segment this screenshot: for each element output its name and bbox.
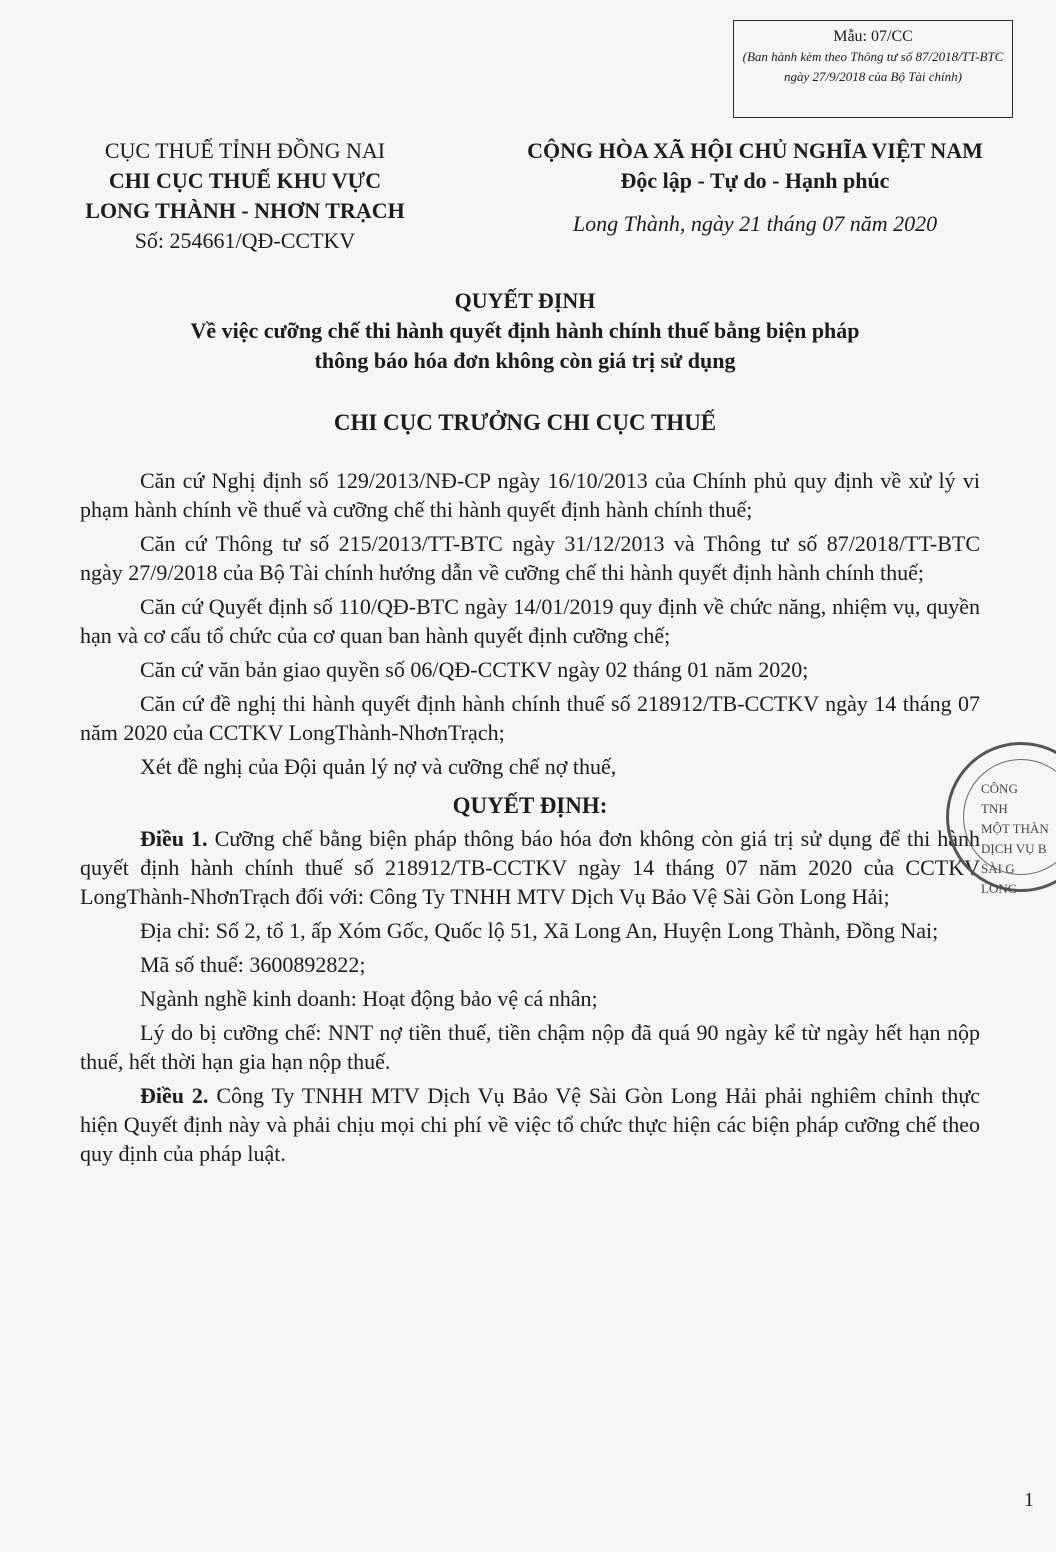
article-1-text: Cưỡng chế bằng biện pháp thông báo hóa đơn không còn giá trị sử dụng để thi hành quyết định hành chính thuế số 218912/TB-CCTKV ngày 14 tháng 07 năm 2020 của CCTKV LongThành-NhơnTrạch đối với: Công Ty TNHH MTV Dịch Vụ Bảo Vệ Sài Gòn Long Hải; bbox=[80, 826, 981, 909]
agency-area: LONG THÀNH - NHƠN TRẠCH bbox=[85, 198, 405, 223]
issuing-agency bbox=[40, 136, 450, 256]
basis-2: Căn cứ Thông tư số 215/2013/TT-BTC ngày 31/12/2013 và Thông tư số 87/2018/TT-BTC ngày 27/9/2018 của Bộ Tài chính hướng dẫn về cưỡng chế thi hành quyết định hành chính thuế; bbox=[80, 531, 980, 585]
seal-line-5: SÀI G bbox=[981, 861, 1015, 876]
basis-1: Căn cứ Nghị định số 129/2013/NĐ-CP ngày 16/10/2013 của Chính phủ quy định về xử lý vi phạm hành chính về thuế và cưỡng chế thi hành quyết định hành chính thuế; bbox=[80, 468, 980, 522]
article-1-business: Ngành nghề kinh doanh: Hoạt động bảo vệ cá nhân; bbox=[140, 986, 598, 1011]
seal-line-1: CÔNG bbox=[981, 781, 1018, 796]
page-number: 1 bbox=[1024, 1489, 1034, 1511]
article-1-address: Địa chỉ: Số 2, tổ 1, ấp Xóm Gốc, Quốc lộ 51, Xã Long An, Huyện Long Thành, Đồng Nai; bbox=[140, 918, 939, 943]
basis-6: Xét đề nghị của Đội quản lý nợ và cưỡng chế nợ thuế, bbox=[140, 754, 617, 779]
seal-line-6: LONG bbox=[981, 881, 1018, 896]
article-1-tax-code: Mã số thuế: 3600892822; bbox=[140, 952, 366, 977]
document-number: Số: 254661/QĐ-CCTKV bbox=[134, 228, 356, 253]
document-body bbox=[80, 466, 980, 1173]
agency-name: CHI CỤC THUẾ KHU VỰC bbox=[108, 168, 382, 193]
date-line: Long Thành, ngày 21 tháng 07 năm 2020 bbox=[572, 211, 938, 236]
basis-4: Căn cứ văn bản giao quyền số 06/QĐ-CCTKV ngày 02 tháng 01 năm 2020; bbox=[140, 657, 809, 682]
basis-5: Căn cứ đề nghị thi hành quyết định hành chính thuế số 218912/TB-CCTKV ngày 14 tháng 07 năm 2020 của CCTKV LongThành-NhơnTrạch; bbox=[80, 691, 980, 745]
national-motto bbox=[480, 136, 1030, 196]
agency-parent: CỤC THUẾ TỈNH ĐỒNG NAI bbox=[104, 138, 386, 163]
seal-text bbox=[949, 779, 1056, 899]
article-2-label: Điều 2. bbox=[140, 1083, 209, 1108]
form-code: Mẫu: 07/CC bbox=[833, 28, 913, 45]
article-1 bbox=[80, 824, 980, 911]
form-code-box bbox=[733, 20, 1013, 118]
basis-3: Căn cứ Quyết định số 110/QĐ-BTC ngày 14/01/2019 quy định về chức năng, nhiệm vụ, quyền hạn và cơ cấu tổ chức của cơ quan ban hành quyết định cưỡng chế; bbox=[80, 594, 980, 648]
title-sub-2: thông báo hóa đơn không còn giá trị sử dụng bbox=[314, 348, 736, 373]
article-1-reason: Lý do bị cưỡng chế: NNT nợ tiền thuế, tiền chậm nộp đã quá 90 ngày kể từ ngày hết hạn nộp thuế, hết thời hạn gia hạn nộp thuế. bbox=[80, 1020, 980, 1074]
article-2-text: Công Ty TNHH MTV Dịch Vụ Bảo Vệ Sài Gòn Long Hải phải nghiêm chỉnh thực hiện Quyết định này và phải chịu mọi chi phí về việc tổ chức thực hiện các biện pháp cưỡng chế theo quy định của pháp luật. bbox=[80, 1083, 981, 1166]
seal-line-4: DỊCH VỤ B bbox=[981, 841, 1047, 856]
title-sub-1: Về việc cưỡng chế thi hành quyết định hành chính thuế bằng biện pháp bbox=[190, 318, 860, 343]
form-note: (Ban hành kèm theo Thông tư số 87/2018/TT-BTC ngày 27/9/2018 của Bộ Tài chính) bbox=[742, 49, 1004, 84]
seal-line-3: MỘT THÀN bbox=[981, 821, 1049, 836]
article-2 bbox=[80, 1081, 980, 1168]
nation-name: CỘNG HÒA XÃ HỘI CHỦ NGHĨA VIỆT NAM bbox=[527, 138, 983, 163]
article-1-label: Điều 1. bbox=[140, 826, 208, 851]
title-main: QUYẾT ĐỊNH bbox=[454, 288, 596, 313]
decision-heading: QUYẾT ĐỊNH: bbox=[452, 793, 608, 818]
authority-heading: CHI CỤC TRƯỞNG CHI CỤC THUẾ bbox=[333, 410, 717, 435]
document-title bbox=[60, 286, 990, 376]
nation-motto: Độc lập - Tự do - Hạnh phúc bbox=[620, 168, 890, 193]
seal-line-2: TNH bbox=[981, 801, 1008, 816]
